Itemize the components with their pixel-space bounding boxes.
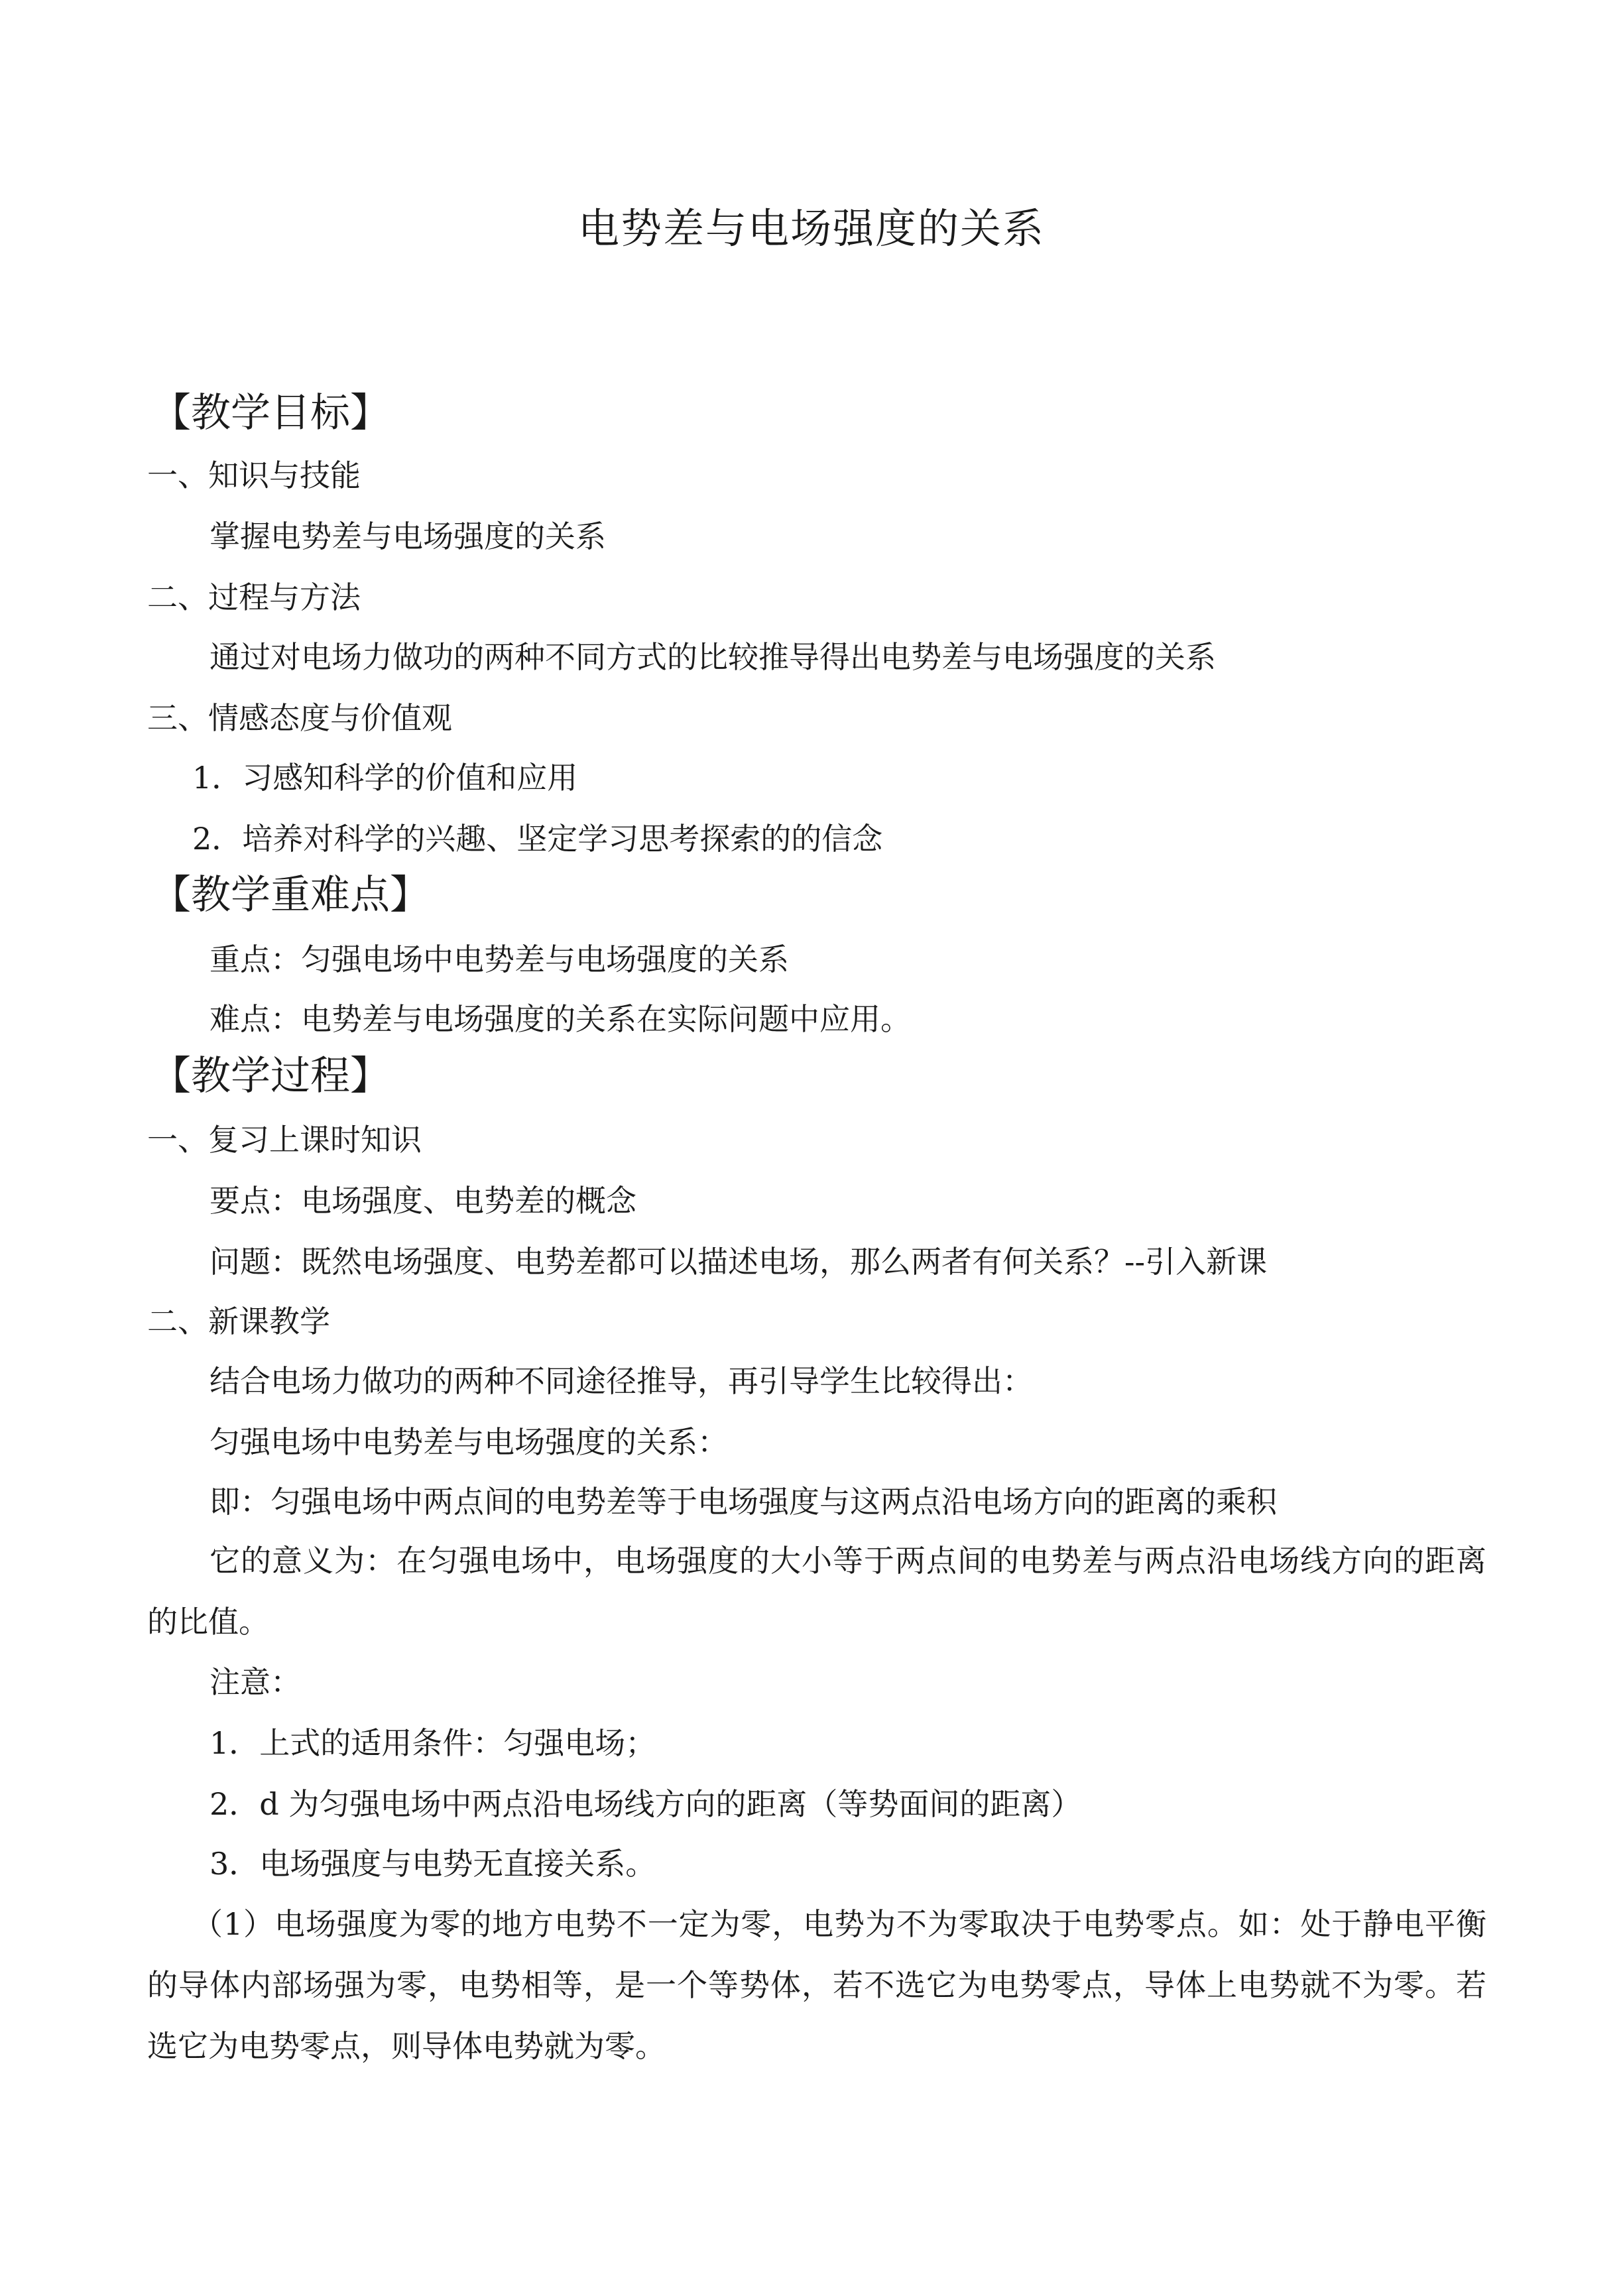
objective-text-knowledge: 掌握电势差与电场强度的关系 [210,518,606,554]
section-heading-objectives: 【教学目标】 [151,390,390,436]
objective-text-process: 通过对电场力做功的两种不同方式的比较推导得出电势差与电场强度的关系 [210,639,1216,675]
page-title: 电势差与电场强度的关系 [577,204,1045,253]
note-item: 2．d 为匀强电场中两点沿电场线方向的距离（等势面间的距离） [210,1786,1082,1822]
key-point-focus: 重点：匀强电场中电势差与电场强度的关系 [210,941,789,977]
attitude-point: 2．培养对科学的兴趣、坚定学习思考探索的的信念 [192,821,883,857]
attitude-point: 1．习感知科学的价值和应用 [192,760,578,796]
note-item: 1．上式的适用条件：匀强电场； [210,1725,656,1761]
process-label-new-lesson: 二、新课教学 [147,1303,330,1339]
section-heading-key-points: 【教学重难点】 [151,872,430,918]
new-lesson-paragraph: 匀强电场中电势差与电场强度的关系： [210,1424,728,1460]
objective-label-knowledge: 一、知识与技能 [147,457,361,493]
note-detail-paragraph: （1）电场强度为零的地方电势不一定为零，电势为不为零取决于电势零点。如：处于静电平衡的导体内部场强为零，电势相等，是一个等势体，若不选它为电势零点，导体上电势就不为零。若选它为电势零点，则导体电势就为零。 [147,1906,1486,2064]
note-item: 3．电场强度与电势无直接关系。 [210,1846,656,1882]
new-lesson-paragraph: 结合电场力做功的两种不同途径推导，再引导学生比较得出： [210,1363,1033,1399]
objective-label-process: 二、过程与方法 [147,579,361,615]
section-heading-process: 【教学过程】 [151,1053,390,1099]
key-point-difficulty: 难点：电势差与电场强度的关系在实际问题中应用。 [210,1001,911,1037]
note-label: 注意： [210,1664,301,1700]
objective-label-attitude: 三、情感态度与价值观 [147,700,452,736]
new-lesson-paragraph: 即：匀强电场中两点间的电势差等于电场强度与这两点沿电场方向的距离的乘积 [210,1484,1277,1520]
process-label-review: 一、复习上课时知识 [147,1122,422,1158]
new-lesson-meaning-paragraph: 它的意义为：在匀强电场中，电场强度的大小等于两点间的电势差与两点沿电场线方向的距离的比值。 [147,1543,1486,1640]
review-question: 问题：既然电场强度、电势差都可以描述电场，那么两者有何关系？--引入新课 [210,1244,1268,1280]
review-key-point: 要点：电场强度、电势差的概念 [210,1183,636,1219]
